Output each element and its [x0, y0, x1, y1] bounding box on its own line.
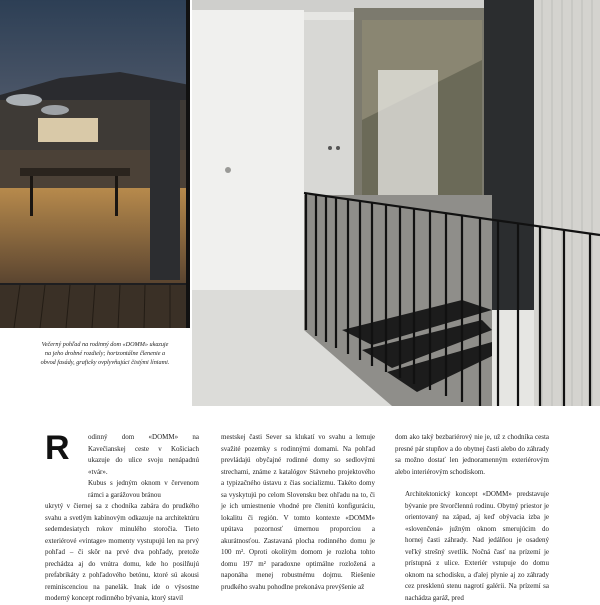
drop-cap: R	[45, 429, 70, 467]
paragraph: mestskej časti Sever sa klukatí vo svahu a lemuje svažité pozemky s rodinnými domami. Na pohľad prevládajú obyčajné rodinné domy so sedlovými strechami, známe z katalógov Stávneho projektového a typizačného ústavu z čias socializmu. Takéto domy sa vyskytujú po celom Slovensku bez ohľadu na to, či je ich umiestnenie vhodné pre členitú konfiguráciu, lokalitu či región. V tomto kontexte «DOMM» upútava pozornosť úmernou proporciou a akurátnosťou. Zastavaná plocha rodinného domu je 100 m². Oproti okolitým domom je rozloha tohto domu 197 m² paradoxne optimálne rozložená a naponáha menej robustnému dojmu. Riešenie prudkého svahu pohodlne prekonáva prevýšenie až	[221, 433, 375, 591]
photo-caption: Večerný pohľad na rodinný dom «DOMM» ukazuje na jeho drobné rozdiely; horizontálne členenie a obvod fasády, graficky ovplyvňujúci čistými líniami.	[40, 341, 170, 367]
text-column-3	[395, 432, 549, 604]
exterior-evening-photo	[0, 0, 190, 328]
paragraph: odinný dom «DOMM» na Kavečianskej ceste v Košiciach ukazuje do ulice svoju nenápadnú «tvár».	[88, 433, 199, 476]
paragraph: Architektonický koncept «DOMM» predstavuje bývanie pre štvorčlennú rodinu. Obytný priestor je orientovaný na západ, aj keď obývacia izba je «slovenčená» južným oknom smerujúcim do hornej časti záhrady. Nad jedálňou je osadený veľký strešný svetlík. Nočná časť na prízemí je prístupná z ulice. Exteriér vstupuje do domu oknom na schodisku, a ďalej plynie aj zo záhrady cez presklenú stenu nagrotí galérii. Na prízemí sa nachádza garáž, pred	[405, 490, 549, 602]
text-column-2	[221, 432, 375, 593]
text-column-1	[45, 429, 199, 605]
paragraph: Kubus s jedným oknom v červenom rámci a garážovou bránou	[88, 479, 199, 499]
interior-staircase-photo	[192, 0, 600, 406]
paragraph: ukrytý v čiernej sa z chodníka zabára do prudkého svahu a svetlým kabínovým odkazuje na architektúru sedemdesiatych rokov minulého storočia. Tieto exteriérové «vintage» momenty vystupujú len na prvý pohľad – či skôr na prvé dva pohľady, pretože prechádza aj do vnútra domu, kde ho posilňujú prefabrikáty z pohľadového betónu, ktoré sú akousi reminiscenciou na panelák. Inak ide o výsostne moderný koncept rodinného bývania, ktorý stavil	[45, 502, 199, 602]
paragraph: dom ako taký bezbariérový nie je, už z chodníka cesta presné pár stupňov a do obytnej časti alebo do záhrady sa možno dostať len jednoramenným exteriérovým alebo interiérovým schodiskom.	[395, 433, 549, 476]
